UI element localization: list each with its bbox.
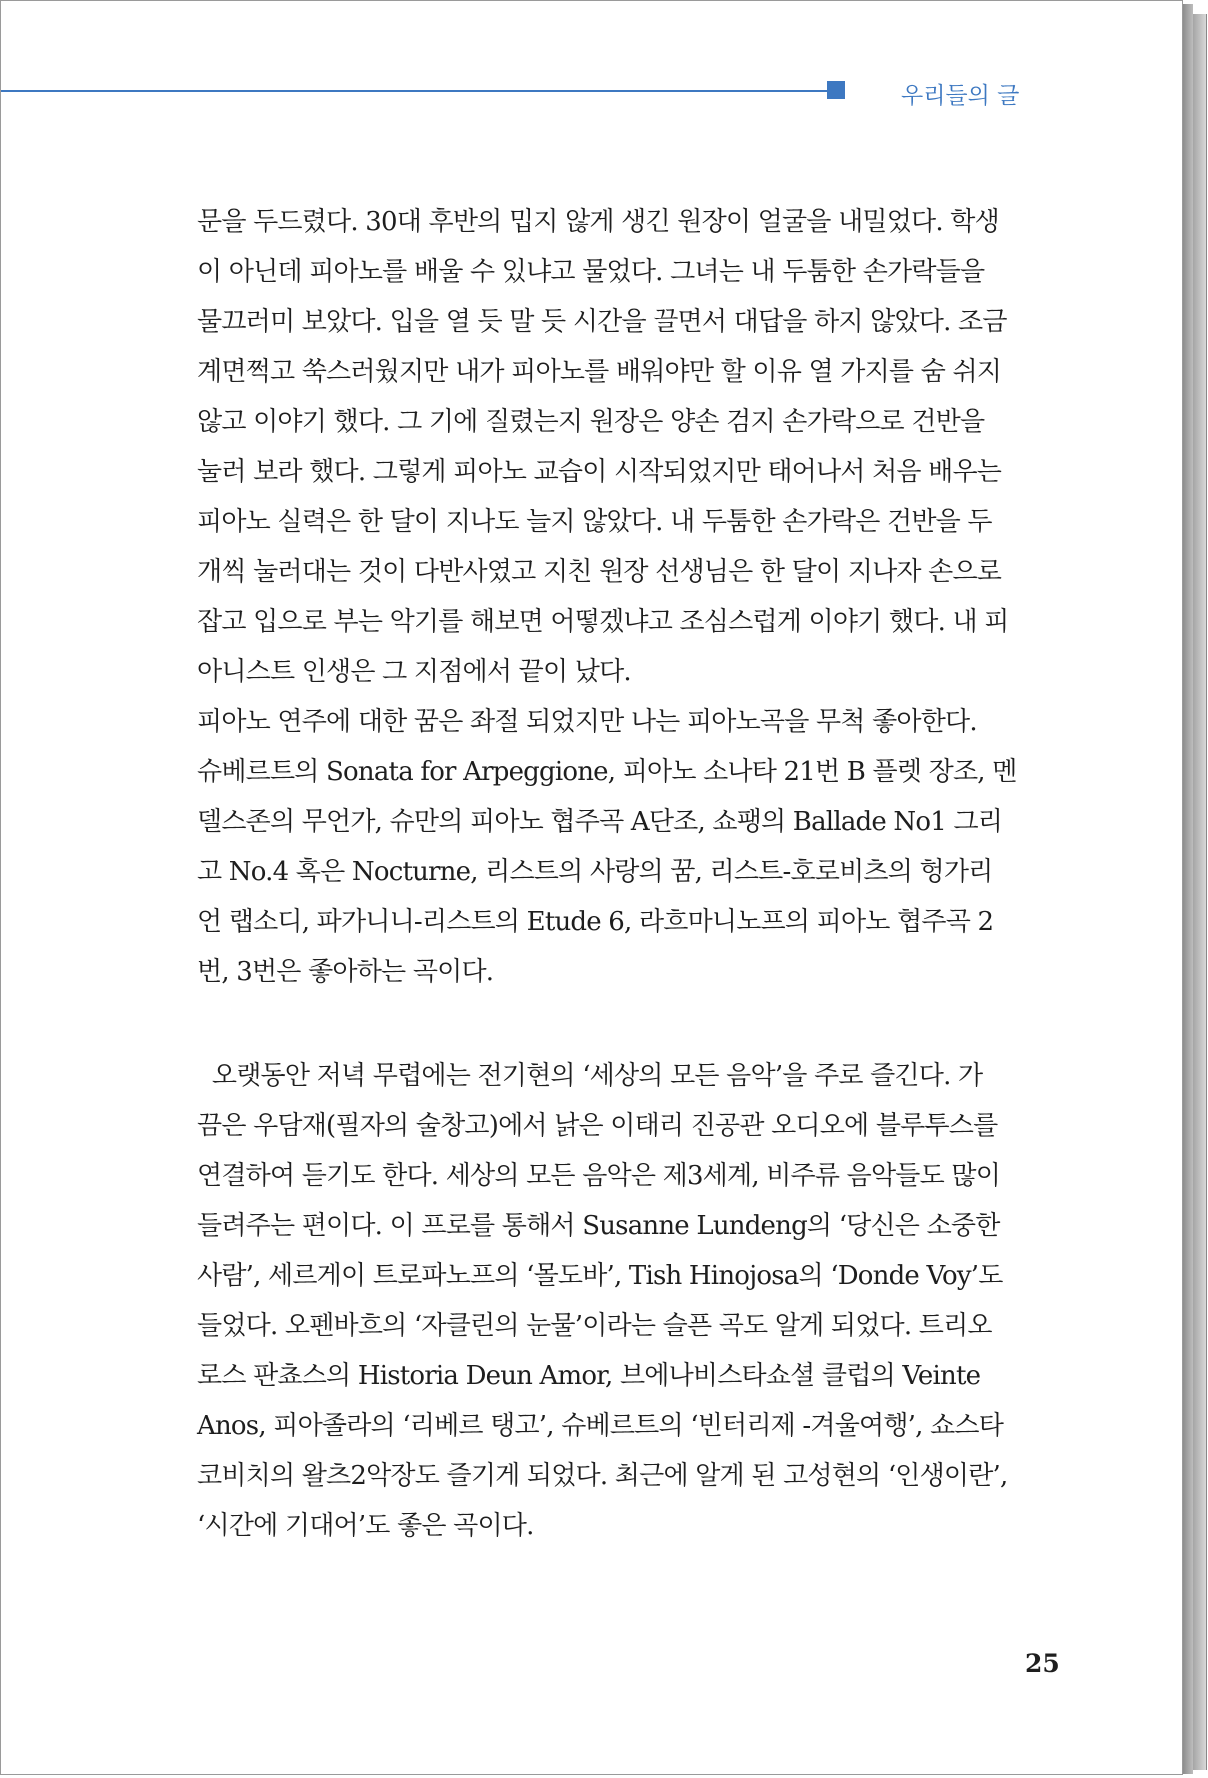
text-line: 들었다. 오펜바흐의 ‘자클린의 눈물’이라는 슬픈 곡도 알게 되었다. 트리오	[197, 1311, 992, 1341]
paragraph-2	[197, 697, 1059, 997]
paragraph-spacer	[197, 997, 1059, 1051]
text-line: 고 No.4 혹은 Nocturne, 리스트의 사랑의 꿈, 리스트-호로비츠의 헝가리	[197, 857, 993, 887]
text-line: 피아노 연주에 대한 꿈은 좌절 되었지만 나는 피아노곡을 무척 좋아한다.	[197, 707, 977, 737]
text-line: 않고 이야기 했다. 그 기에 질렸는지 원장은 양손 검지 손가락으로 건반을	[197, 407, 985, 437]
text-line: 문을 두드렸다. 30대 후반의 밉지 않게 생긴 원장이 얼굴을 내밀었다. 학생	[197, 207, 999, 237]
text-line: 이 아닌데 피아노를 배울 수 있냐고 물었다. 그녀는 내 두툼한 손가락들을	[197, 257, 985, 287]
header-marker	[827, 81, 845, 99]
text-line: ‘시간에 기대어’도 좋은 곡이다.	[197, 1511, 534, 1541]
running-header: 우리들의 글	[901, 83, 1020, 109]
text-line: 물끄러미 보았다. 입을 열 듯 말 듯 시간을 끌면서 대답을 하지 않았다. 조금	[197, 307, 1007, 337]
text-line: 피아노 실력은 한 달이 지나도 늘지 않았다. 내 두툼한 손가락은 건반을 두	[197, 507, 992, 537]
text-line: 잡고 입으로 부는 악기를 해보면 어떻겠냐고 조심스럽게 이야기 했다. 내 피	[197, 607, 1009, 637]
text-line: Anos, 피아졸라의 ‘리베르 탱고’, 슈베르트의 ‘빈터리제 -겨울여행’, 쇼스타	[197, 1411, 1004, 1441]
book-cover-edge	[1193, 14, 1207, 1770]
text-line: 사람’, 세르게이 트로파노프의 ‘몰도바’, Tish Hinojosa의 ‘Donde Voy’도	[197, 1261, 1003, 1291]
paragraph-3	[197, 1051, 1059, 1551]
text-line: 눌러 보라 했다. 그렇게 피아노 교습이 시작되었지만 태어나서 처음 배우는	[197, 457, 1002, 487]
text-line: 연결하여 듣기도 한다. 세상의 모든 음악은 제3세계, 비주류 음악들도 많이	[197, 1161, 1001, 1191]
text-line: 들려주는 편이다. 이 프로를 통해서 Susanne Lundeng의 ‘당신은 소중한	[197, 1211, 1000, 1241]
text-line: 오랫동안 저녁 무렵에는 전기현의 ‘세상의 모든 음악’을 주로 즐긴다. 가	[197, 1061, 983, 1091]
text-line: 로스 판쵸스의 Historia Deun Amor, 브에나비스타쇼셜 클럽의 Veinte	[197, 1361, 981, 1391]
text-line: 끔은 우담재(필자의 술창고)에서 낡은 이태리 진공관 오디오에 블루투스를	[197, 1111, 998, 1141]
text-line: 슈베르트의 Sonata for Arpeggione, 피아노 소나타 21번 B 플렛 장조, 멘	[197, 757, 1017, 787]
page-stack-edge	[1183, 4, 1193, 1774]
header-rule	[1, 90, 827, 92]
text-line: 델스존의 무언가, 슈만의 피아노 협주곡 A단조, 쇼팽의 Ballade No1 그리	[197, 807, 1003, 837]
paragraph-1	[197, 197, 1059, 697]
text-line: 코비치의 왈츠2악장도 즐기게 되었다. 최근에 알게 된 고성현의 ‘인생이란’,	[197, 1461, 1008, 1491]
page-number: 25	[1025, 1649, 1060, 1678]
text-line: 개씩 눌러대는 것이 다반사였고 지친 원장 선생님은 한 달이 지나자 손으로	[197, 557, 1002, 587]
text-line: 언 랩소디, 파가니니-리스트의 Etude 6, 라흐마니노프의 피아노 협주곡 2	[197, 907, 994, 937]
text-line: 번, 3번은 좋아하는 곡이다.	[197, 957, 494, 987]
text-line: 계면쩍고 쑥스러웠지만 내가 피아노를 배워야만 할 이유 열 가지를 숨 쉬지	[197, 357, 1002, 387]
text-line: 아니스트 인생은 그 지점에서 끝이 났다.	[197, 657, 631, 687]
body-text	[197, 197, 1059, 1551]
